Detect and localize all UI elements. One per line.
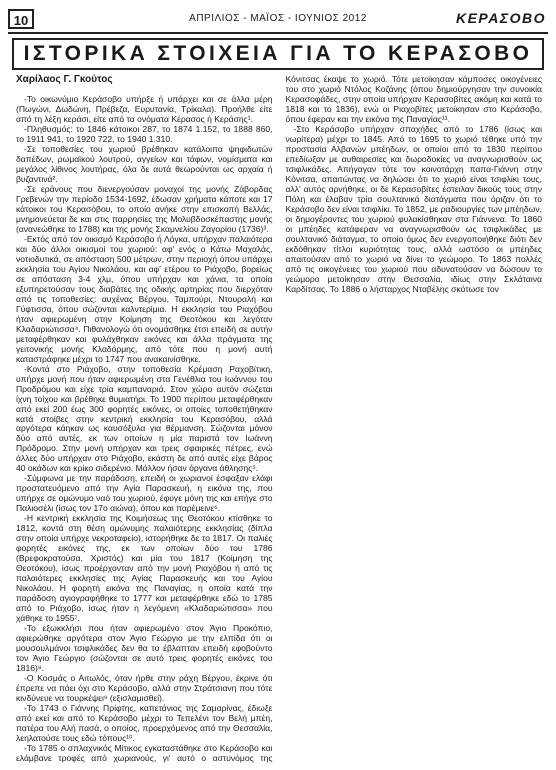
- paragraph: -Το οικωνύμιο Κεράσοβο υπήρξε ή υπάρχει και σε άλλα μέρη (Πωγώνι, Δωδώνη, Πρέβεζα, Ευρυτανία, Τρίκαλα). Προήλθε είτε από τη λέξη κεράσι, είτε από τα ονόματα Κέρασος ή Κεράσης¹.: [16, 94, 273, 124]
- page-header: [8, 8, 548, 34]
- paragraph: -Σύμφωνα με την παράδοση, επειδή οι χωριανοί έσφαξαν ελάφι προστατευόμενο από την Αγία Παρασκευή, η εικόνα της, που υπήρχε σε ομώνυμο ναό του χωριού, έφυγε μόνη της και επήγε στο Παλιοσέλι (ίσως τον 17ο αιώνα), όπου και παρέμεινε⁶.: [16, 473, 273, 514]
- issue-date: ΑΠΡΙΛΙΟΣ - ΜΑΪΟΣ - ΙΟΥΝΙΟΣ 2012: [189, 13, 367, 24]
- article-title-box: [12, 38, 544, 70]
- page-number: 10: [8, 9, 34, 29]
- paragraph: -Εκτός από τον οικισμό Κεράσοβο ή Λόγκα, υπήρχαν παλαιότερα και δύο άλλοι οικισμοί του χωριού: αφ' ενός ο Κάτω Μαχαλάς, νοτιοδυτικά, σε απόσταση 500 μέτρων, στην περιοχή όπου υπάρχει εκκλησία του Αγίου Νικολάου, και αφ' ετέρου το Ριάχοβο, βορείως σε απόσταση 3-4 χλμ, όπου υπήρχαν και χάνια, τα οποία εξυπηρετούσαν τους διαβάτες της οδικής αρτηρίας που διερχόταν από τις τοποθεσίες: αυχένας Βέργου, Ταμπούρι, Ντουραλή και Γύφτισσα, όπου σώζονται καλντερίμια. Η εκκλησία του Ριαχόβου ήταν αφιερωμένη στην Κοίμηση της Θεοτόκου και λεγόταν Κλαδαριώτισσα⁴. Πιθανολογώ ότι ονομάσθηκε έτσι επειδή σε αυτήν μεταφέρθηκαν και φυλάχθηκαν εικόνες και άλλα πράγματα της γειτονικής μονής Κλαδόρμης, από τότε που η μονή αυτή καταστράφηκε μέχρι το 1747 που ανακαινίσθηκε.: [16, 233, 273, 364]
- paragraph: -Η κεντρική εκκλησία της Κοιμήσεως της Θεοτόκου κτίσθηκε το 1812, κοντά στη θέση ομώνυμης παλαιότερης εκκλησίας (δίπλα στην οποία υπήρχε νεκροταφείο), ιστορήθηκε δε το 1817. Οι παλιές φορητές εικόνες της, εκ των οποίων δύο του 1786 (Βρεφοκρατούσα, Χριστός) και μία του 1817 (Κοίμηση της Θεοτόκου), ίσως προέρχονταν από την μονή Ριαχόβου ή από τις παλαιότερες εκκλησίες της Αγίας Παρασκευής και του Αγίου Νικολάου. Η φορητή εικόνα της Παναγίας, η οποία κατά την παράδοση αγιογραφήθηκε το 1777 και μεταφέρθηκε εδώ το 1785 από το Ριάχοβο, ίσως ήταν η λεγόμενη «Κλαδαριώτισσα» που χάθηκε το 1955⁷.: [16, 513, 273, 624]
- paragraph: -Ο Κοσμάς ο Αιτωλός, όταν ήρθε στην ράχη Βέργου, έκρινε ότι έπρεπε να πάει όχι στο Κεράσοβο, αλλά στην Στράτσιανη που τότε κινδύνευε να τουρκέψει⁹ (εξισλαμισθεί).: [16, 673, 273, 704]
- article-body: [16, 74, 542, 764]
- paragraph: -Σε εράνους που διενεργούσαν μοναχοί της μονής Ζάβορδας Γρεβενών την περίοδο 1534-1692, έδωσαν χρήματα κάποτε και 17 κάτοικοι του Κερασόβου, το οποίο ανήκε στην επισκοπή Βελλάς, μνημονεύεται δε και στις παρρησίες της Μολυβδοσκέπαστης μονής (ανανεώθηκε το 1788) και της μονής Σκαμνελίου Ζαγορίου (1736)³.: [16, 183, 273, 234]
- paragraph: -Το εξωκκλήσι που ήταν αφιερωμένο στον Άγιο Προκόπιο, αφιερώθηκε αργότερα στον Άγιο Γεώργιο με την ελπίδα ότι οι μουσουλμάνοι τσιφλικάδες δεν θα το έβλαπταν επειδή εφοβούντο τον Άγιο Γεώργιο (σώζονται σε αυτό τρεις φορητές εικόνες του 1816)⁸.: [16, 623, 273, 674]
- paragraph: -Στο Κεράσοβο υπήρχαν σπαχήδες από το 1786 (ίσως και νωρίτερα) μέχρι το 1845. Από το 1695 το χωριό τέθηκε υπό την προστασία Αλβανών μπέηδων, οι οποίοι από το 1830 περίπου επεδίωξαν με αυθαιρεσίες και δωροδοκίες να αναγνωρισθούν ως τσιφλικάδες. Απήγαγαν τότε τον κοινοτάρχη παπα-Γιάννη στην Κόνιτσα, απαιτώντας να δηλώσει ότι το χωριό είναι τσιφλίκι τους, αλλ' αυτός αρνήθηκε, οι δε Κερασοβίτες έστειλαν δικούς τους στην Πόλη και έλαβαν τρία σουλτανικά διατάγματα που όριζαν ότι το Κεράσοβο δεν είναι τσιφλίκι. Το 1852, με ραδιουργίες των μπέηδων, οι δημογέροντες του χωριού φυλακίσθηκαν στα Γιάννενα. Το 1860 οι μπέηδες κατάφεραν να αναγνωρισθούν ως τσιφλικάδες με σουλτανικό διάταγμα, το οποίο όμως δεν ενεργοποιήθηκε διότι δεν εκδόθηκαν τίτλοι κυριότητας τους, αλλά ωστόσο οι μπέηδες απαιτούσαν από το χωριό να δίνει το γεώμορο. Το 1863 πολλές από τις οικογένειες του χωριού που αδυνατούσαν να δώσουν το γεώμορο μετοίκησαν στην Θεσσαλία, ιδίως στην Σκλάταινα Καρδίτσας. Το 1886 ο λήσταρχος Νταβέλης σκότωσε τον: [285, 123, 542, 294]
- paragraph: -Σε τοποθεσίες του χωριού βρέθηκαν κατάλοιπα ψηφιδωτών δαπέδων, ρωμαϊκού λουτρού, αγγείων και τάφων, νομίσματα και μεγάλος λίθινος λουτήρας, όλα δε αυτά θεωρούνται ως αρχαία ή βυζαντινά².: [16, 143, 273, 184]
- paragraph: -Πληθυσμός: το 1846 κάτοικοι 287, το 1874 1.152, το 1888 860, το 1911 941, το 1920 722, το 1940 1.310.: [16, 123, 273, 144]
- article-title: ΙΣΤΟΡΙΚΑ ΣΤΟΙΧΕΙΑ ΓΙΑ ΤΟ ΚΕΡΑΣΟΒΟ: [23, 42, 533, 65]
- paragraph: -Κοντά στο Ριάχοβο, στην τοποθεσία Κρέμαση Ραχοβίτικη, υπήρχε μονή που ήταν αφιερωμένη στα Γενέθλια του Ιωάννου του Προδρόμου και είχε τρία καμπαναριά. Στον χώρο αυτόν σώζεται ίχνη τοίχου και βρέθηκε θυμιατήρι. Το 1900 περίπου μεταφέρθηκαν από εκεί 200 έως 300 φορητές εικόνες, οι οποίες τοποθετήθηκαν κατά στοίβες στην κεντρική εκκλησία του Κερασόβου, αλλά αργότερα κάηκαν ως καυσόξυλα για θέρμανση. Σώζονται μόνον δύο από αυτές, εκ των οποίων η μία παριστά τον Ιωάννη Πρόδρομο. Στην μονή υπήρχαν και τρεις σφαιρικές πέτρες, ενώ άλλες δύο υπήρχαν στο Ριάχοβο, εκάστη δε από αυτές είχε βάρος 40 οκάδων και κρίκο σιδερένιο. Μάλλον ήσαν όργανα άθλησης⁵.: [16, 363, 273, 474]
- article-author: Χαρίλαος Γ. Γκούτος: [16, 74, 113, 85]
- paragraph: -Το 1743 ο Γιάννης Πρίφτης, καπετάνιος της Σαμαρίνας, έδιωξε από εκεί και από το Κεράσοβο μέχρι το Τεπελένι τον Βελή μπέη, πατέρα του Αλή πασά, ο οποίος, προερχόμενος από την Θεσσαλία, λεηλατούσε τους εδώ τόπους¹⁰.: [16, 703, 273, 743]
- paragraph: -Το 1785 ο σπλαχνικός Μίτικος εγκαταστάθηκε στο Κεράσοβο και ελάμβανε τροφές από χωριανούς, γι' αυτό ο αστυνόμος της Κόνιτσας έκαψε το χωριό. Τότε μετοίκησαν κάμποσες οικογένειες του στο χωριό Ντόλος Κοζάνης (όπου δημιούργησαν την συνοικία Κερασοφάδες, στην οποία υπήρχαν Κερασοβίτες ακόμη και κατά το 1818 και το 1836), ενώ οι Ριαχοβίτες μετοίκησαν στο Κεράσοβο, όπου έφεραν και την εικόνα της Παναγίας¹¹.: [16, 74, 542, 763]
- publication-name: ΚΕΡΑΣΟΒΟ: [455, 10, 546, 26]
